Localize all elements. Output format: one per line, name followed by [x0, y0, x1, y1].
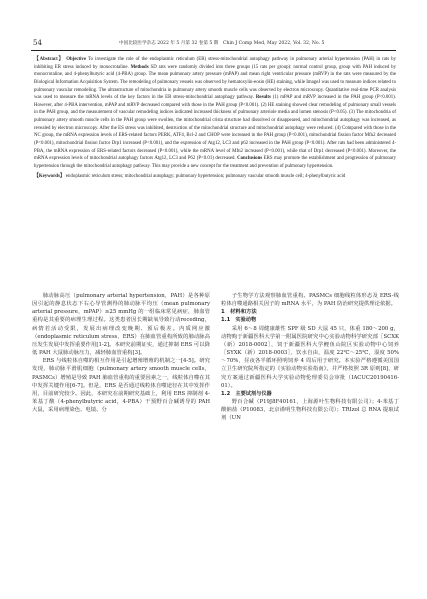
section-heading-materials-methods: 1 材料和方法: [221, 309, 257, 316]
objective-text: To investigate the role of the endoplasmic reticulum (ER) stress-mitochondrial autophagy pathway in pulmonary arterial hypertension (PAH) in rats by inhibiting ER stress induced by monocrotaline.: [34, 57, 397, 70]
abstract-label: 【Abstract】: [34, 57, 65, 62]
journal-running-title: 中国比较医学杂志 2022 年 5 月第 32 卷第 5 期 Chin J Comp Med, May 2022, Vol. 32, No. 5: [119, 41, 325, 46]
english-abstract: [34, 56, 396, 181]
body-left-column: [32, 292, 210, 414]
intro-paragraph-1: 肺动脉高压（pulmonary arterial hypertension，PAH）是各种原因引起的静息状态下右心导管测得的肺动脉平均压（mean pulmonary arterial pressure，mPAP）≥25 mmHg 的一组临床常见病症，肺血管重构是其重要的病理生理过程。这类患者因长期缺氧导致行动receding，病情若活动受限，发展出病理改变晚期、预后极差。内质网应激（endoplasmic reticulum stress，ERS）在肺血管重构所致的肺动脉高压发生发展中发挥重要作用[1-2]。本研究前期证实，通过抑制 ERS 可以降低 PAH 大鼠肺动脉压力，减轻肺血管重构[3]。: [32, 293, 210, 357]
subsection-heading-reagents: 1.2 主要试剂与仪器: [221, 390, 272, 397]
objective-label: Objective: [66, 57, 87, 62]
animals-paragraph: 采用 6～8 周健康雄性 SPF 级 SD 大鼠 45 只，体重 180～200 g，动物购于新疆医科大学第一附属医院研究中心实验动物科学研究部［SCXK（新）2018-0002］，饲于新疆医科大学鲤鱼山院区实验动物中心饲养［SYXK（新）2018-0003］，饮水自由，温度 22℃～25℃，湿度 50%～70%，昼夜各半循环照明饲养 4 周后用于研究。本实验严格遵循美国国立卫生研究院所指定的《实验动物实验指南》，并严格按照 3R 原则[8]，研究方案通过新疆医科大学实验动物伦理委员会审批（IACUC20190416-01）。: [221, 325, 399, 389]
abstract-paragraph: [34, 56, 396, 170]
intro-paragraph-2: ERS 与线粒体自噬的相互作用是引起增殖增殖的机制之一[4-5]。研究发现，肺动脉平滑肌细胞（pulmonary artery smooth muscle cells，PASMCs）增殖是导致 PAH 肺血管重构的重要因素之一，线粒体自噬在其中发挥关键作用[6-7]。但是，ERS 是否通过线粒体自噬途径在其中发挥作用，目前研究较少。因此，本研究在前期研究基础上，利用 ERS 抑制剂 4-苯基丁酸（4-phenylbutyric acid，4-PBA）干预野百合碱诱导的 PAH 大鼠，采用病理染色、电镜、分: [32, 358, 210, 414]
methods-label: Methods: [130, 64, 149, 70]
conclusions-label: Conclusions: [237, 156, 263, 162]
methods-text: SD rats were randomly divided into three groups (15 rats per group): normal control group, group with PAH induced by monocrotaline, and 4-phenylbutyric acid (4-PBA) group. The mean pulmonary artery pressure (mPAP) and mean right ventricular pressure (mRVP) in the rats were measured by the Biological Information Acquisition System. The remodeling of pulmonary vessels was observed by hematoxylin-eosin (HE) staining, while ImageJ was used to measure indices related to pulmonary vascular remodeling. The ultrastructure of mitochondria in pulmonary artery smooth muscle cells was observed by electron microscopy. Quantitative real-time PCR analysis was used to measure the mRNA levels of the key factors in the ER stress-mitochondrial autophagy pathway.: [34, 64, 396, 101]
keywords-label: 【Keywords】: [34, 174, 65, 180]
subsection-heading-animals: 1.1 实验动物: [221, 317, 257, 324]
body-right-column: [221, 292, 399, 423]
keywords-paragraph: [34, 173, 396, 181]
reagents-paragraph: 野百合碱（P19J8F40161，上海源叶生物科技有限公司）；4-苯基丁酸钠盐（P10083，北京谨明生物科技有限公司）；TRIzol 总 RNA 提取试剂（UN: [221, 399, 399, 422]
intro-paragraph-continued: 子生物学方法观察肺血管重构、PASMCs 细胞线粒体形态及 ERS-线粒体自噬通路相关因子的 mRNA 水平，为 PAH 防治研究提供理论依据。: [221, 293, 399, 308]
keywords-text: endoplasmic reticulum stress; mitochondrial autophagy; pulmonary hypertension; pulmonary vascular smooth muscle cell; 4-phenylbutyric acid: [65, 174, 346, 180]
results-text: (1) mPAP and mRVP increased in the PAH group (P<0.001). However, after 4-PBA intervention, mPAP and mRVP decreased compared with those in the PAH group (P<0.001). (2) HE staining showed clear remodeling of pulmonary small vessels in the PAH group, and the measurement of vascular remodeling indices indicated increased thickness of pulmonary arteriole media and lumen stenosis (P<0.05). (3) The mitochondria of pulmonary artery smooth muscle cells in the PAH group were swollen, the mitochondrial crista structure had dissolved or disappeared, and mitochondrial autophagy was increased, as revealed by electron microscopy. After the ES stress was inhibited, destruction of the mitochondrial structure and mitochondrial autophagy were reduced. (4) Compared with those in the NC group, the mRNA expression levels of ERS-related factors PERK, ATF4, Bcl-2 and CHOP were increased in the PAH group (P<0.001), mitochondrial fission factor Mfn2 decreased (P<0.001), mitochondrial fission factor Drp1 increased (P<0.001), and the expression of Atg12, LC3 and p62 increased in the PAH group (P<0.001). After rats had been administered 4-PBA, the mRNA expression of ERS-related factors decreased (P<0.001), while the mRNA level of Mfn2 increased (P<0.001), while that of Drp1 decreased (P<0.001). Moreover, the mRNA expression levels of mitochondrial autophagy factors Atg12, LC3 and P62 (P<0.01) decreased.: [34, 95, 396, 162]
conclusions-text: ERS may promote the establishment and progression of pulmonary hypertension through the mitochondrial autophagy pathway. This may provide a new concept for the treatment and prevention of pulmonary hypertension.: [34, 156, 396, 169]
page-number: 54: [33, 39, 42, 47]
page-header: [31, 34, 396, 51]
results-label: Results: [255, 95, 271, 101]
